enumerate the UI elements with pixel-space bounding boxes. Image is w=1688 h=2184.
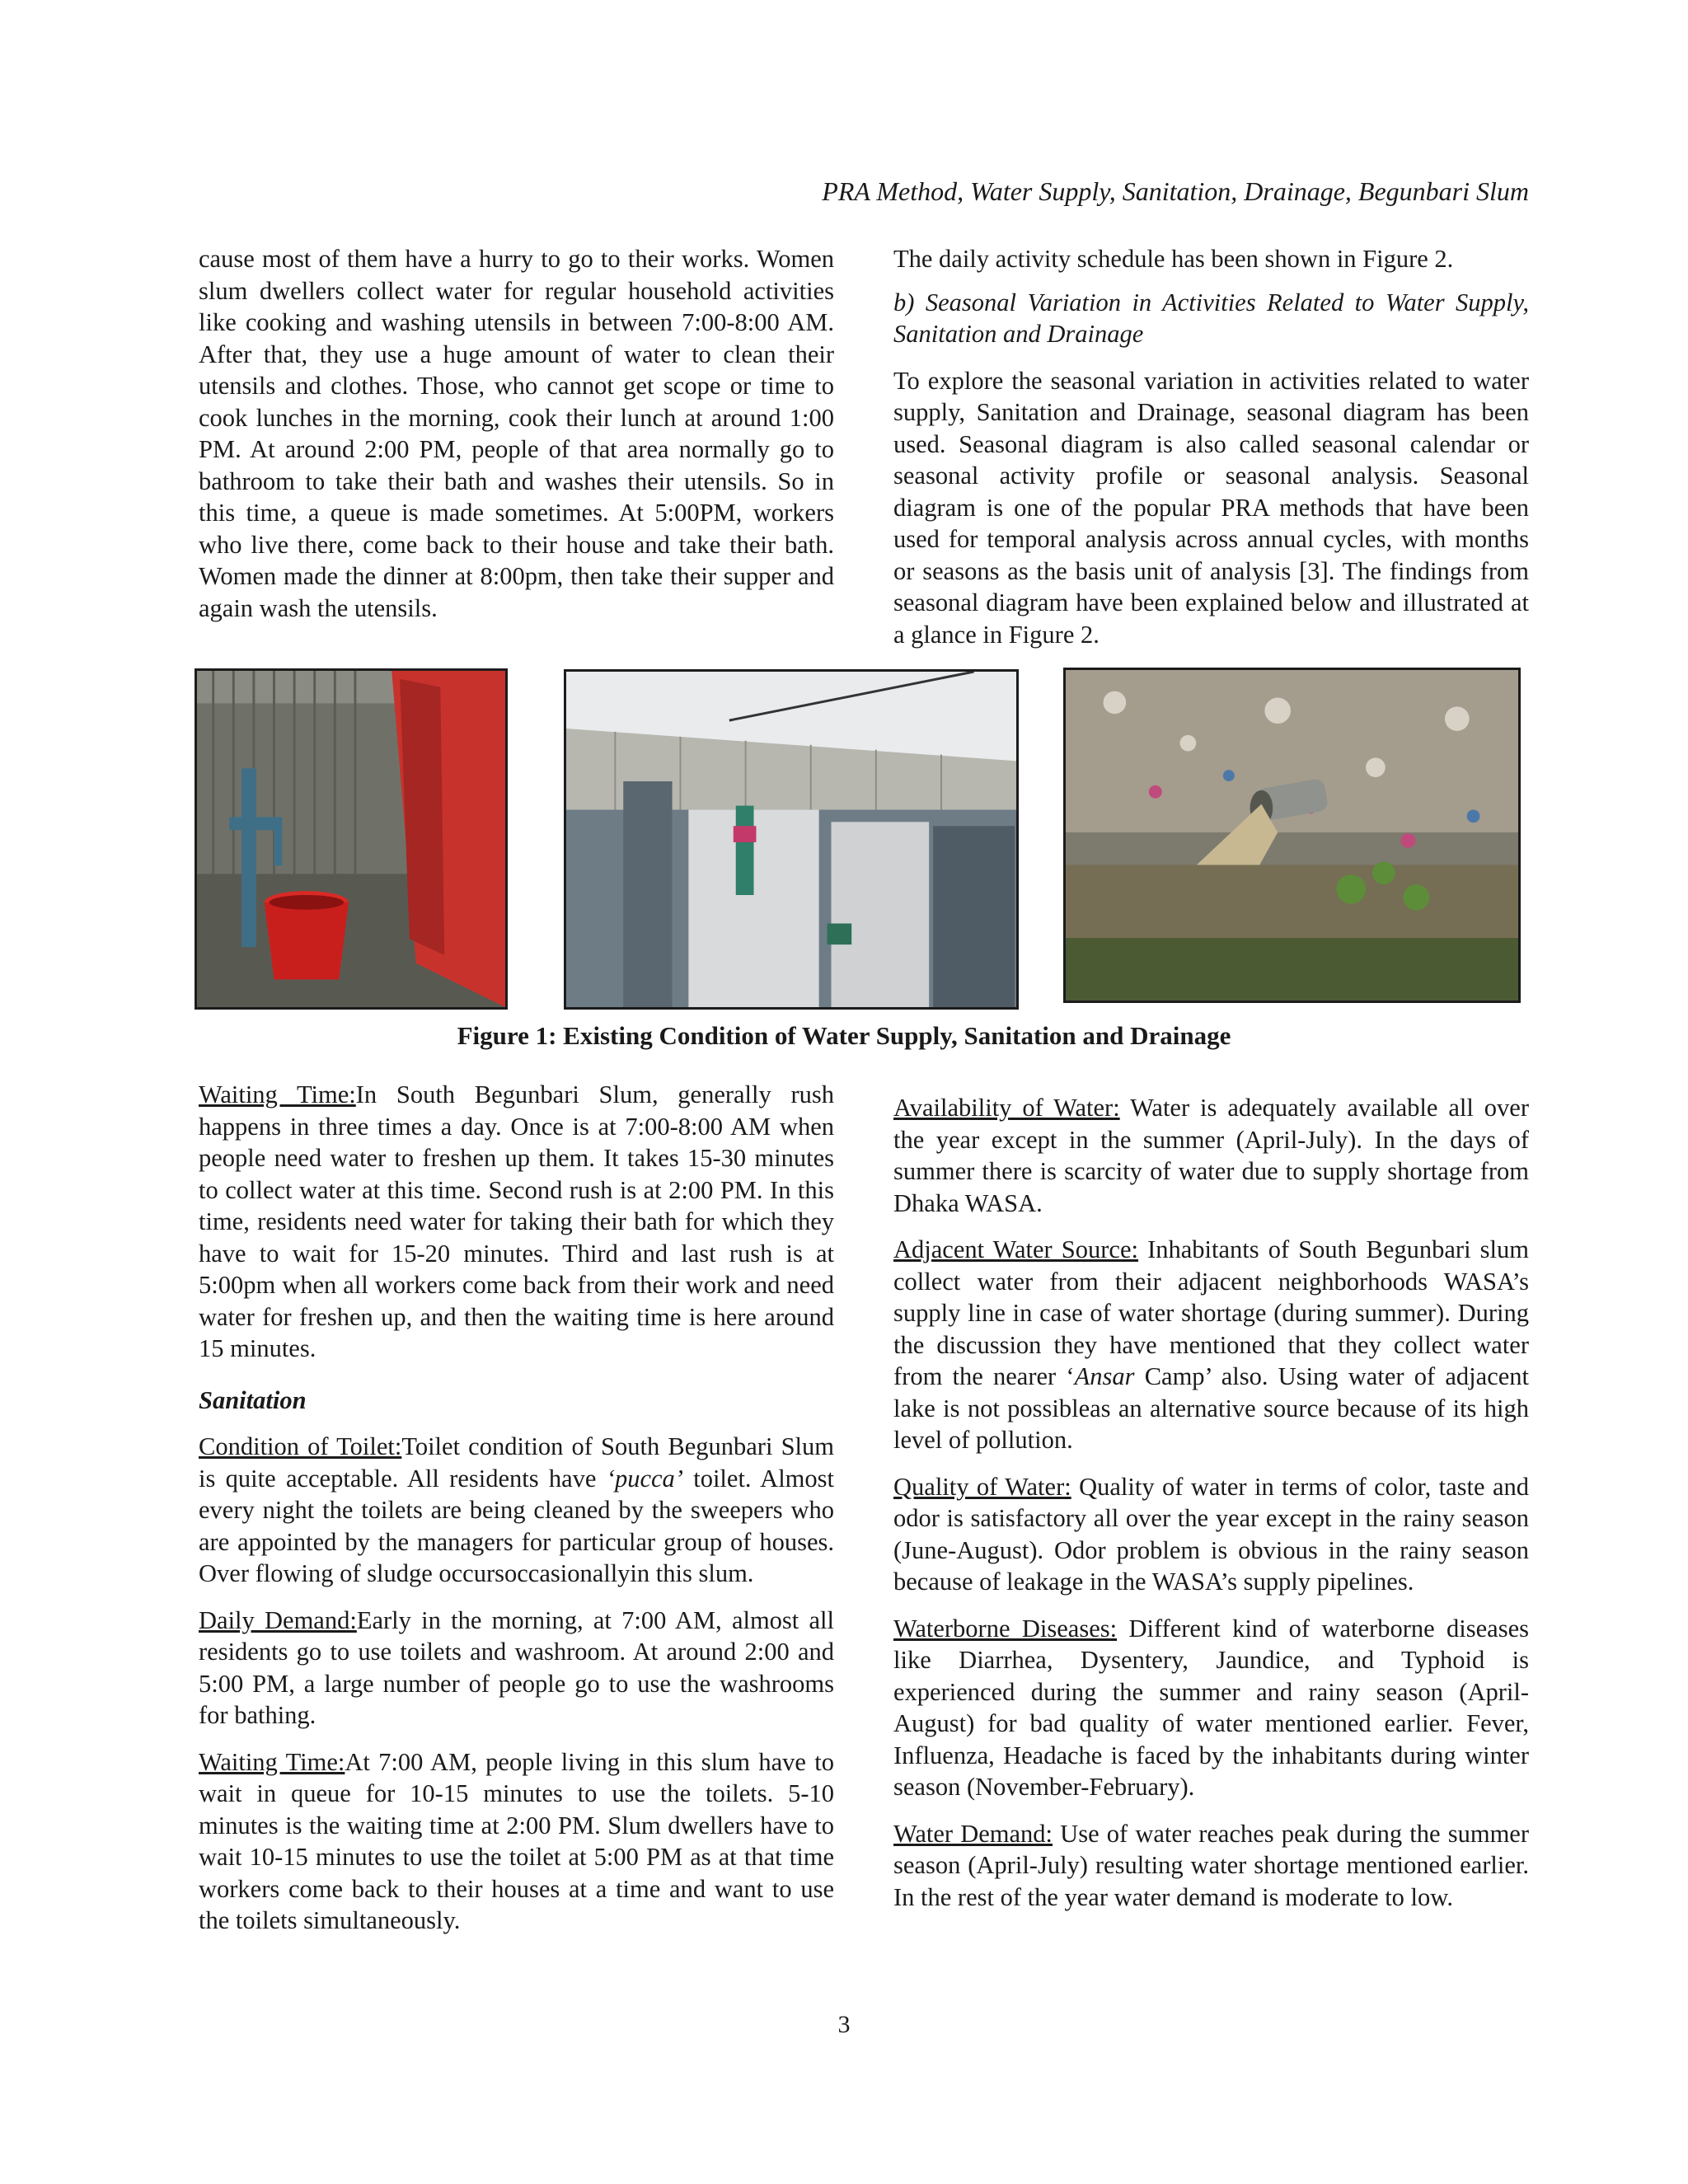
- ansar-term: Ansar: [1074, 1362, 1135, 1390]
- body-paragraph: The daily activity schedule has been shown in Figure 2.: [893, 245, 1454, 273]
- availability-paragraph: [893, 1092, 1529, 1219]
- water-demand-label: Water Demand:: [893, 1819, 1053, 1848]
- top-left-column: [199, 243, 834, 639]
- availability-label: Availability of Water:: [893, 1094, 1120, 1122]
- toilet-condition-paragraph: [199, 1431, 834, 1590]
- toilet-condition-text-cont: toilet. Almost every night the toilets are being cleaned by the sweepers who are appointed by the managers for particular group of houses. Over flowing of sludge occursoccasionallyin this slum.: [199, 1464, 834, 1587]
- toilet-waiting-paragraph: [199, 1746, 834, 1937]
- toilet-condition-text: Toilet condition of South Begunbari Slum is quite acceptable. All residents have: [199, 1432, 834, 1493]
- bottom-left-column: [199, 1079, 834, 1952]
- section-subheading: b) Seasonal Variation in Activities Related to Water Supply, Sanitation and Drainage: [893, 288, 1529, 348]
- bottom-right-column: [893, 1092, 1529, 1928]
- body-paragraph: cause most of them have a hurry to go to their works. Women slum dwellers collect water for regular household activities like cooking and washing utensils in between 7:00-8:00 AM. After that, they use a huge amount of water to clean their utensils and clothes. Those, who cannot get scope or time to cook lunches in the morning, cook their lunch at around 1:00 PM. At around 2:00 PM, people of that area normally go to bathroom to take their bath and washes their utensils. So in this time, a queue is made sometimes. At 5:00PM, workers who live there, come back to their house and take their bath. Women made the dinner at 8:00pm, then take their supper and again wash the utensils.: [199, 245, 834, 622]
- photo-toilet-blocks: [564, 669, 1019, 1010]
- sanitation-heading: Sanitation: [199, 1385, 307, 1414]
- adjacent-source-paragraph: [893, 1234, 1529, 1456]
- body-paragraph: To explore the seasonal variation in activities related to water supply, Sanitation and Drainage, seasonal diagram has been used. Seasonal diagram is also called seasonal calendar or seasonal activity profile or seasonal analysis. Seasonal diagram is one of the popular PRA methods that have been used for temporal analysis across annual cycles, with months or seasons as the basis unit of analysis [3]. The findings from seasonal diagram have been explained below and illustrated at a glance in Figure 2.: [893, 366, 1529, 649]
- waiting-time-paragraph: [199, 1079, 834, 1365]
- adjacent-source-label: Adjacent Water Source:: [893, 1235, 1138, 1263]
- toilet-waiting-text: At 7:00 AM, people living in this slum have to wait in queue for 10-15 minutes to use the toilets. 5-10 minutes is the waiting time at 2:00 PM. Slum dwellers have to wait 10-15 minutes to use the toilet at 5:00 PM as at that time workers come back to their houses at a time and want to use the toilets simultaneously.: [199, 1747, 834, 1934]
- diseases-text: Different kind of waterborne diseases like Diarrhea, Dysentery, Jaundice, and Typhoid is experienced during the summer and rainy season (April-August) for bad quality of water mentioned earlier. Fever, Influenza, Headache is faced by the inhabitants during winter season (November-February).: [893, 1614, 1529, 1801]
- diseases-paragraph: [893, 1613, 1529, 1803]
- water-demand-paragraph: [893, 1818, 1529, 1914]
- waiting-time-label: Waiting Time:: [199, 1080, 356, 1108]
- page-number: 3: [837, 2011, 851, 2038]
- running-header: PRA Method, Water Supply, Sanitation, Drainage, Begunbari Slum: [822, 176, 1529, 206]
- daily-demand-label: Daily Demand:: [199, 1605, 357, 1634]
- toilet-condition-label: Condition of Toilet:: [199, 1432, 402, 1460]
- photo-washroom-pump: [195, 668, 508, 1010]
- diseases-label: Waterborne Diseases:: [893, 1614, 1118, 1643]
- quality-text: Quality of water in terms of color, taste and odor is satisfactory all over the year except in the rainy season (June-August). Odor problem is obvious in the rainy season because of leakage in the WASA’s supply pipelines.: [893, 1472, 1529, 1596]
- daily-demand-paragraph: [199, 1605, 834, 1732]
- pucca-term: ‘pucca’: [606, 1464, 683, 1493]
- water-demand-text: Use of water reaches peak during the summer season (April-July) resulting water shortage mentioned earlier. In the rest of the year water demand is moderate to low.: [893, 1819, 1529, 1911]
- figure-caption: Figure 1: Existing Condition of Water Supply, Sanitation and Drainage: [457, 1021, 1231, 1050]
- waiting-time-text: In South Begunbari Slum, generally rush happens in three times a day. Once is at 7:00-8:00 AM when people need water to freshen up them. It takes 15-30 minutes to collect water at this time. Second rush is at 2:00 PM. In this time, residents need water for taking their bath for which they have to wait for 15-20 minutes. Third and last rush is at 5:00pm when all workers come back from their work and need water for freshen up, and then the waiting time is here around 15 minutes.: [199, 1080, 835, 1362]
- quality-label: Quality of Water:: [893, 1472, 1071, 1501]
- adjacent-source-text: Inhabitants of South Begunbari slum collect water from their adjacent neighborhoods WASA’s supply line in case of water shortage (during summer). During the discussion they have mentioned that they collect water from the nearer ‘: [893, 1235, 1529, 1390]
- daily-demand-text: Early in the morning, at 7:00 AM, almost all residents go to use toilets and washroom. At around 2:00 and 5:00 PM, a large number of people go to use the washrooms for bathing.: [199, 1605, 835, 1729]
- availability-text: Water is adequately available all over the year except in the summer (April-July). In the days of summer there is scarcity of water due to supply shortage from Dhaka WASA.: [893, 1094, 1529, 1217]
- toilet-waiting-label: Waiting Time:: [199, 1747, 345, 1776]
- adjacent-source-text-cont: Camp’ also. Using water of adjacent lake is not possibleas an alternative source because of its high level of pollution.: [893, 1362, 1529, 1454]
- photo-drainage-outlet: [1063, 668, 1521, 1003]
- quality-paragraph: [893, 1471, 1529, 1598]
- top-right-column: [893, 243, 1529, 665]
